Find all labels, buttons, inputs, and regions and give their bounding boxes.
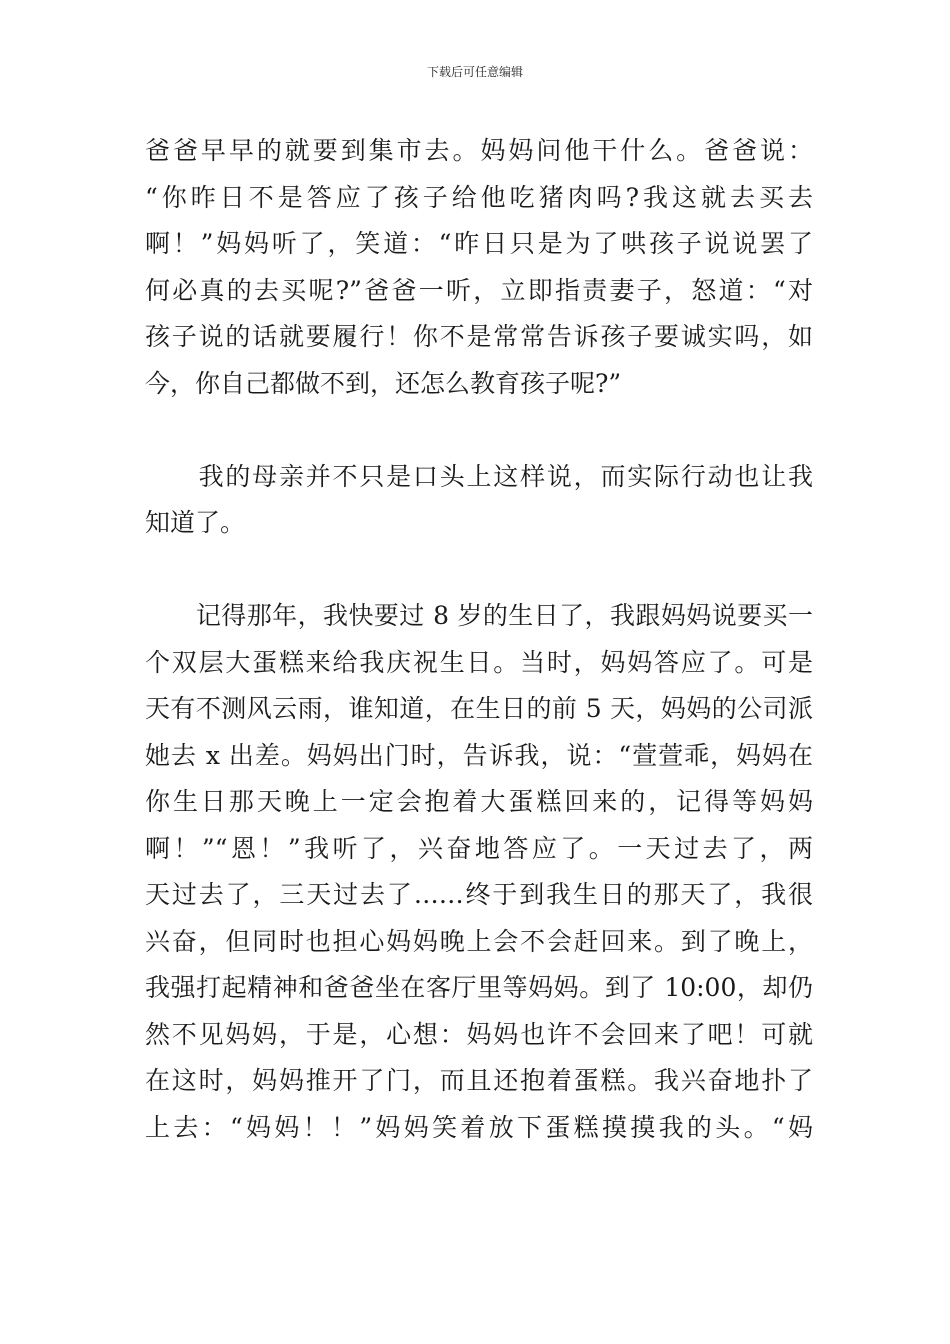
text-line: 爸爸早早的就要到集市去。妈妈问他干什么。爸爸说： [145, 136, 813, 165]
text-line: 记得那年，我快要过 8 岁的生日了，我跟妈妈说要买一 [145, 601, 813, 630]
paragraph-gap [145, 547, 813, 594]
text-line: 啊！”“恩！”我听了，兴奋地答应了。一天过去了，两 [145, 833, 813, 863]
document-body [145, 128, 813, 1151]
text-line: “你昨日不是答应了孩子给他吃猪肉吗?我这就去买去 [145, 182, 813, 212]
text-line: 啊！”妈妈听了，笑道：“昨日只是为了哄孩子说说罢了 [145, 229, 813, 258]
text-line: 兴奋，但同时也担心妈妈晚上会不会赶回来。到了晚上， [145, 926, 813, 956]
paragraph-2 [145, 454, 813, 547]
text-line: 天有不测风云雨，谁知道，在生日的前 5 天，妈妈的公司派 [145, 694, 813, 723]
text-line: 今，你自己都做不到，还怎么教育孩子呢?” [145, 368, 622, 398]
text-line: 在这时，妈妈推开了门，而且还抱着蛋糕。我兴奋地扑了 [145, 1066, 813, 1095]
text-line: 我强打起精神和爸爸坐在客厅里等妈妈。到了 10:00，却仍 [145, 973, 813, 1002]
text-line: 知道了。 [145, 508, 246, 537]
page-header: 下载后可任意编辑 [426, 65, 523, 79]
text-line: 你生日那天晚上一定会抱着大蛋糕回来的，记得等妈妈 [145, 787, 813, 816]
text-line: 她去 x 出差。妈妈出门时，告诉我，说：“萱萱乖，妈妈在 [145, 740, 813, 770]
paragraph-1 [145, 128, 813, 407]
paragraph-gap [145, 407, 813, 454]
text-line: 个双层大蛋糕来给我庆祝生日。当时，妈妈答应了。可是 [145, 647, 813, 677]
text-line: 孩子说的话就要履行！你不是常常告诉孩子要诚实吗，如 [145, 322, 813, 351]
paragraph-3 [145, 593, 813, 1151]
text-line: 我的母亲并不只是口头上这样说，而实际行动也让我 [145, 461, 813, 491]
text-line: 天过去了，三天过去了……终于到我生日的那天了，我很 [145, 880, 813, 909]
text-line: 上去：“妈妈！！”妈妈笑着放下蛋糕摸摸我的头。“妈 [145, 1112, 813, 1142]
text-line: 何必真的去买呢?”爸爸一听，立即指责妻子，怒道：“对 [145, 275, 813, 305]
text-line: 然不见妈妈，于是，心想：妈妈也许不会回来了吧！可就 [145, 1019, 813, 1049]
